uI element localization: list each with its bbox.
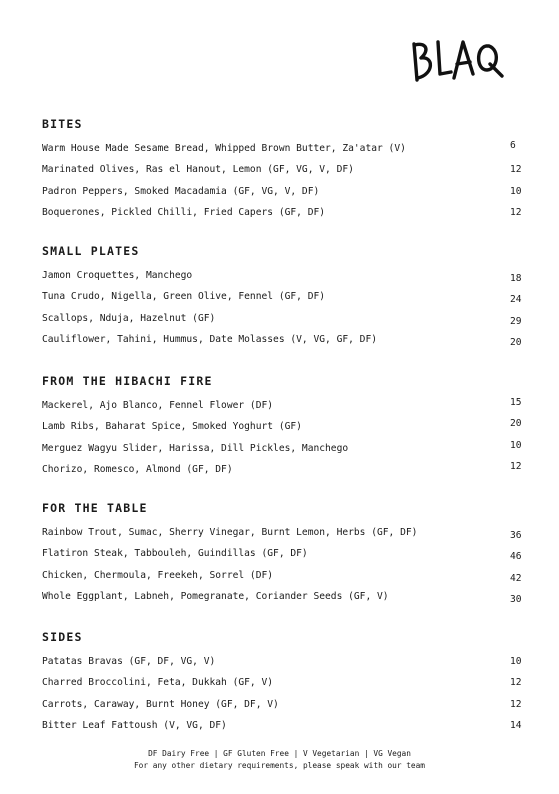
menu-item-price: 30 (510, 594, 522, 606)
menu-item-name: Mackerel, Ajo Blanco, Fennel Flower (DF) (42, 400, 274, 411)
menu-item-name: Bitter Leaf Fattoush (V, VG, DF) (42, 720, 227, 732)
menu-item-name: Rainbow Trout, Sumac, Sherry Vinegar, Burnt Lemon, Herbs (GF, DF) (42, 527, 418, 538)
menu-item-name: Merguez Wagyu Slider, Harissa, Dill Pickles, Manchego (42, 442, 349, 454)
menu-item-price: 12 (510, 207, 522, 219)
menu-item-name: Charred Broccolini, Feta, Dukkah (GF, V) (42, 677, 274, 689)
menu-item-name: Marinated Olives, Ras el Hanout, Lemon (GF, VG, V, DF) (42, 164, 354, 176)
menu-section (42, 116, 522, 224)
brand-logo (410, 36, 506, 86)
menu-item (42, 715, 522, 736)
section-title: BITES (42, 117, 83, 131)
menu-item-list (42, 138, 522, 224)
menu-item-price: 12 (510, 698, 522, 710)
menu-item (42, 459, 522, 480)
menu-item-name: Boquerones, Pickled Chilli, Fried Capers (GF, DF) (42, 207, 326, 219)
menu-item (42, 138, 522, 159)
menu-item (42, 694, 522, 715)
menu-item (42, 438, 522, 459)
menu-item-price: 12 (510, 164, 522, 176)
menu-item (42, 565, 522, 586)
section-title: SIDES (42, 630, 83, 644)
menu-item-name: Warm House Made Sesame Bread, Whipped Brown Butter, Za'atar (V) (42, 143, 406, 154)
menu-item (42, 329, 522, 350)
menu-item (42, 181, 522, 202)
section-title: FROM THE HIBACHI FIRE (42, 374, 213, 388)
menu-item (42, 395, 522, 416)
menu-item-name: Chorizo, Romesco, Almond (GF, DF) (42, 464, 233, 476)
dietary-note: For any other dietary requirements, please speak with our team (133, 761, 426, 770)
menu-item-list (42, 522, 522, 608)
menu-item-price: 12 (510, 461, 522, 473)
menu-item-list (42, 265, 522, 351)
menu-item-price: 6 (510, 140, 516, 151)
menu-item-name: Flatiron Steak, Tabbouleh, Guindillas (GF, DF) (42, 548, 308, 560)
dietary-legend: DF Dairy Free | GF Gluten Free | V Vegetarian | VG Vegan (148, 749, 411, 758)
menu-item-price: 20 (510, 418, 522, 430)
menu-item (42, 265, 522, 286)
menu-item-price: 20 (510, 337, 522, 349)
menu-item-price: 18 (510, 273, 522, 284)
menu-item (42, 522, 522, 543)
menu-section (42, 629, 522, 737)
menu-item-price: 29 (510, 315, 522, 327)
section-title: FOR THE TABLE (42, 501, 148, 515)
menu-item-name: Cauliflower, Tahini, Hummus, Date Molasses (V, VG, GF, DF) (42, 334, 378, 346)
menu-section (42, 373, 522, 481)
dietary-footer (0, 748, 559, 772)
menu-item-price: 46 (510, 551, 522, 563)
menu-item-price: 42 (510, 572, 522, 584)
menu-item (42, 586, 522, 607)
menu-item-name: Padron Peppers, Smoked Macadamia (GF, VG, V, DF) (42, 185, 320, 197)
menu-item (42, 651, 522, 672)
menu-item-name: Whole Eggplant, Labneh, Pomegranate, Coriander Seeds (GF, V) (42, 591, 389, 603)
menu-item-price: 14 (510, 720, 522, 732)
menu-item-name: Carrots, Caraway, Burnt Honey (GF, DF, V) (42, 698, 279, 710)
menu-item-name: Chicken, Chermoula, Freekeh, Sorrel (DF) (42, 569, 274, 581)
menu-item-name: Patatas Bravas (GF, DF, VG, V) (42, 656, 216, 667)
menu-section (42, 500, 522, 608)
menu-item-list (42, 651, 522, 737)
menu-item-price: 24 (510, 294, 522, 306)
blaq-logo-mark (410, 36, 506, 86)
menu-section (42, 243, 522, 351)
menu-item (42, 159, 522, 180)
menu-item-name: Tuna Crudo, Nigella, Green Olive, Fennel (GF, DF) (42, 291, 326, 303)
menu-item-price: 10 (510, 439, 522, 451)
menu-item (42, 543, 522, 564)
menu-item-price: 10 (510, 656, 522, 667)
menu-item-name: Jamon Croquettes, Manchego (42, 270, 193, 281)
section-title: SMALL PLATES (42, 244, 140, 258)
menu-item (42, 416, 522, 437)
menu-item (42, 286, 522, 307)
menu-item-price: 10 (510, 185, 522, 197)
menu-item-list (42, 395, 522, 481)
menu-item (42, 202, 522, 223)
menu-item (42, 308, 522, 329)
menu-item-name: Lamb Ribs, Baharat Spice, Smoked Yoghurt (GF) (42, 421, 302, 433)
menu-item-name: Scallops, Nduja, Hazelnut (GF) (42, 312, 216, 324)
menu-item-price: 12 (510, 677, 522, 689)
menu-item-price: 15 (510, 397, 522, 408)
menu-item (42, 672, 522, 693)
menu-item-price: 36 (510, 530, 522, 541)
